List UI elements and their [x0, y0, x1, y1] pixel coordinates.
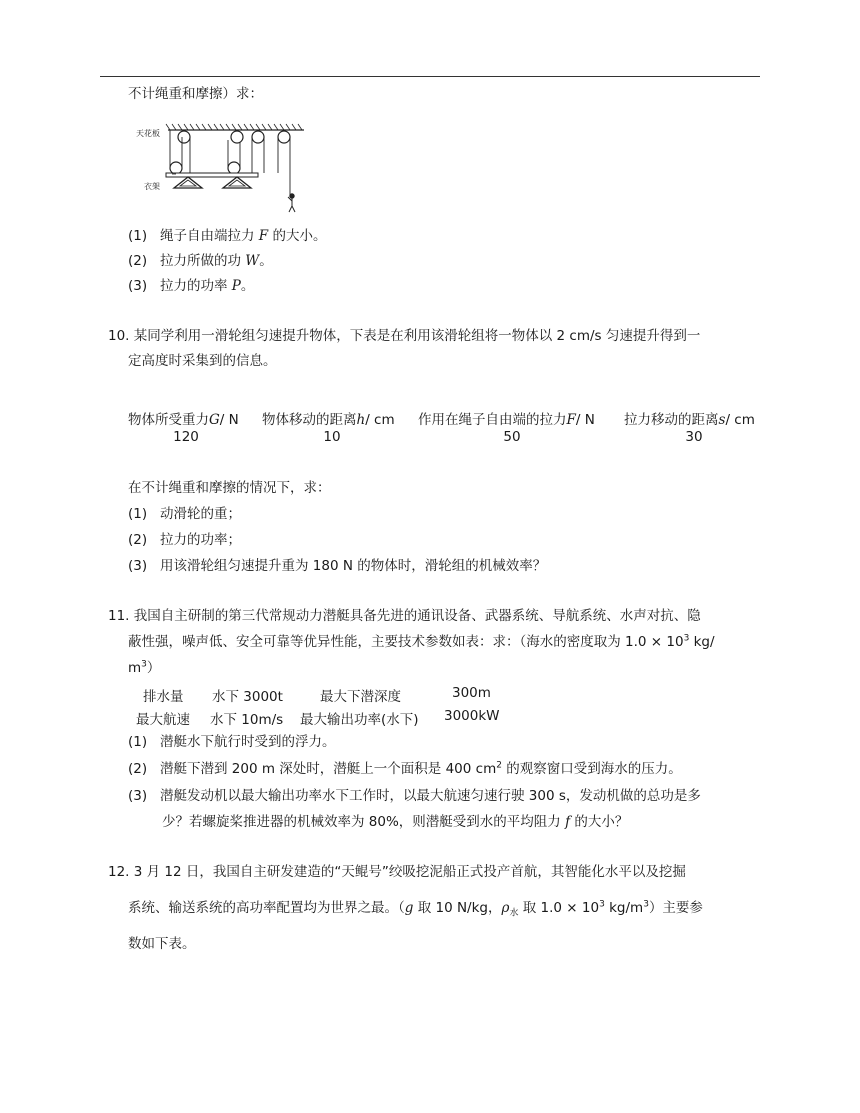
pulley-figure — [136, 118, 312, 214]
q11-item-1: (1) 潜艇水下航行时受到的浮力。 — [128, 734, 336, 750]
q11-cell-r2c3: 最大输出功率(水下) — [300, 712, 419, 728]
q10-header-weight: 物体所受重力G/ N — [128, 412, 239, 428]
q11-stem-line1: 11. 我国自主研制的第三代常规动力潜艇具备先进的通讯设备、武器系统、导航系统、水声对抗、隐 — [108, 608, 701, 624]
q10-value-rope-distance: 30 — [685, 429, 703, 445]
q10-header-distance: 物体移动的距离h/ cm — [262, 412, 395, 428]
q10-item-2: (2) 拉力的功率； — [128, 532, 241, 548]
q9-item-1: (1) 绳子自由端拉力 F 的大小。 — [128, 228, 327, 244]
intro-text: 不计绳重和摩擦）求： — [128, 86, 263, 102]
q11-stem-line2: 蔽性强，噪声低、安全可靠等优异性能，主要技术参数如表：求：（海水的密度取为 $1.0 \times 10^3$ kg/ — [128, 633, 715, 650]
q12-line1: 12. 3 月 12 日，我国自主研发建造的“天鲲号”绞吸挖泥船正式投产首航，其智能化水平以及挖掘 — [108, 864, 686, 880]
q10-stem-line1: 10. 某同学利用一滑轮组匀速提升物体，下表是在利用该滑轮组将一物体以 2 cm/s 匀速提升得到一 — [108, 328, 701, 344]
q11-item-3-line2: 少？若螺旋桨推进器的机械效率为 80%，则潜艇受到水的平均阻力 f 的大小？ — [162, 814, 629, 830]
q10-header-rope-distance: 拉力移动的距离s/ cm — [624, 412, 755, 428]
header-rule — [100, 76, 760, 77]
q10-header-force: 作用在绳子自由端的拉力F/ N — [418, 412, 595, 428]
q11-cell-r2c1: 最大航速 — [136, 712, 190, 728]
q9-item-3: (3) 拉力的功率 P。 — [128, 278, 255, 294]
q10-stem-line2: 定高度时采集到的信息。 — [128, 353, 277, 369]
q11-cell-r2c2: 水下 10m/s — [210, 712, 284, 728]
q12-line3: 数如下表。 — [128, 936, 196, 952]
q11-cell-r1c3: 最大下潜深度 — [320, 689, 401, 705]
q10-value-force: 50 — [503, 429, 521, 445]
q11-stem-line3: $m^3$） — [128, 659, 161, 676]
ceiling-label: 天花板 — [136, 129, 160, 138]
q10-value-weight: 120 — [173, 429, 199, 445]
q11-item-2: (2) 潜艇下潜到 200 m 深处时，潜艇上一个面积是 400 $cm^2$ 的观察窗口受到海水的压力。 — [128, 760, 682, 777]
q12-line2: 系统、输送系统的高功率配置均为世界之最。（g 取 10 N/kg，$\rho_水$ 取 $1.0 \times 10^3$ $kg/m^3$）主要参 — [128, 899, 703, 919]
q11-cell-r1c2: 水下 3000t — [212, 689, 283, 705]
q11-cell-r1c1: 排水量 — [143, 689, 184, 705]
q11-item-3: (3) 潜艇发动机以最大输出功率水下工作时，以最大航速匀速行驶 300 s，发动机做的总功是多 — [128, 788, 701, 804]
q10-value-distance: 10 — [323, 429, 341, 445]
q10-condition: 在不计绳重和摩擦的情况下，求： — [128, 480, 331, 496]
rack-label: 衣架 — [144, 182, 160, 191]
q10-item-3: (3) 用该滑轮组匀速提升重为 180 N 的物体时，滑轮组的机械效率？ — [128, 558, 547, 574]
q11-cell-r2c4: 3000kW — [444, 708, 500, 724]
q9-item-2: (2) 拉力所做的功 W。 — [128, 253, 273, 269]
q11-cell-r1c4: 300m — [452, 685, 491, 701]
q10-item-1: (1) 动滑轮的重； — [128, 506, 241, 522]
